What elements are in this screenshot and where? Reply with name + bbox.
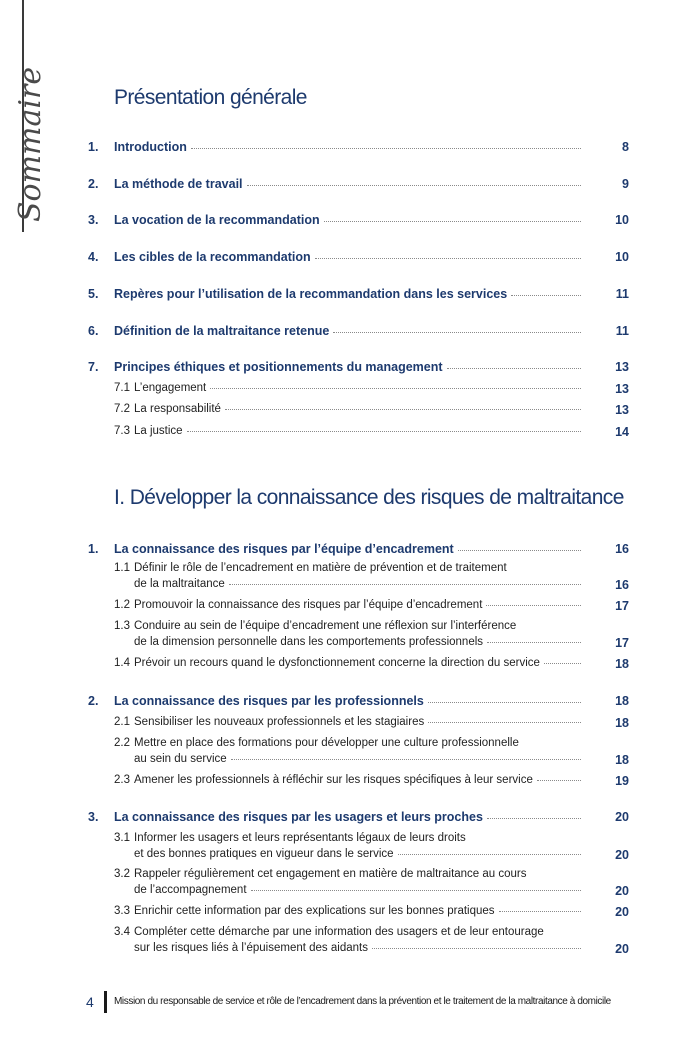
entry-text: Introduction	[114, 140, 187, 154]
subentry-number: 7.1	[114, 382, 130, 394]
toc-subentry[interactable]	[114, 382, 629, 394]
entry-text: La connaissance des risques par les professionnels	[114, 694, 424, 708]
toc-entry[interactable]	[88, 542, 629, 556]
subentry-number: 1.2	[114, 599, 130, 611]
subentry-number: 2.2	[114, 737, 130, 749]
subentry-text: L’engagement	[134, 382, 207, 394]
subentry-number: 3.1	[114, 832, 130, 844]
dot-leader	[229, 583, 581, 585]
dot-leader	[324, 220, 581, 222]
entry-page: 9	[622, 177, 629, 191]
footer-divider	[104, 991, 107, 1013]
dot-leader	[487, 817, 581, 819]
toc-subentry[interactable]	[114, 578, 629, 590]
entry-number: 2.	[88, 694, 99, 708]
subentry-text-line1[interactable]: Rappeler régulièrement cet engagement en matière de maltraitance au cours	[134, 868, 527, 880]
subentry-page: 18	[615, 657, 629, 671]
dot-leader	[428, 701, 581, 703]
entry-text: La vocation de la recommandation	[114, 213, 320, 227]
subentry-page: 19	[615, 774, 629, 788]
entry-number: 1.	[88, 542, 99, 556]
toc-entry[interactable]	[88, 810, 629, 824]
entry-page: 11	[615, 287, 629, 301]
subentry-page: 20	[615, 884, 629, 898]
section-title-general: Présentation générale	[114, 86, 307, 109]
subentry-page: 13	[615, 382, 629, 396]
entry-text: Définition de la maltraitance retenue	[114, 324, 330, 338]
subentry-text-line1[interactable]: Définir le rôle de l’encadrement en matière de prévention et de traitement	[134, 562, 507, 574]
entry-page: 8	[622, 140, 629, 154]
dot-leader	[225, 408, 581, 410]
entry-page: 13	[615, 360, 629, 374]
subentry-text: Promouvoir la connaissance des risques par l’équipe d’encadrement	[134, 599, 483, 611]
dot-leader	[398, 853, 581, 855]
dot-leader	[447, 367, 581, 369]
toc-entry[interactable]	[88, 213, 629, 227]
toc-entry[interactable]	[88, 140, 629, 154]
subentry-page: 20	[615, 848, 629, 862]
subentry-page: 20	[615, 905, 629, 919]
dot-leader	[333, 331, 581, 333]
subentry-page: 17	[615, 636, 629, 650]
entry-text: La connaissance des risques par l’équipe d’encadrement	[114, 542, 454, 556]
toc-entry[interactable]	[88, 250, 629, 264]
toc-entry[interactable]	[88, 177, 629, 191]
subentry-number: 3.3	[114, 905, 130, 917]
subentry-number: 1.4	[114, 657, 130, 669]
toc-subentry[interactable]	[114, 657, 629, 669]
subentry-text-line1[interactable]: Mettre en place des formations pour développer une culture professionnelle	[134, 737, 519, 749]
dot-leader	[251, 889, 581, 891]
subentry-page: 16	[615, 578, 629, 592]
dot-leader	[537, 779, 581, 781]
subentry-number: 2.1	[114, 716, 130, 728]
subentry-text: de la dimension personnelle dans les comportements professionnels	[134, 636, 484, 648]
toc-subentry[interactable]	[114, 599, 629, 611]
subentry-text: La justice	[134, 425, 183, 437]
entry-page: 16	[615, 542, 629, 556]
subentry-text: de l’accompagnement	[134, 884, 247, 896]
dot-leader	[511, 294, 581, 296]
entry-text: Repères pour l’utilisation de la recommandation dans les services	[114, 287, 508, 301]
subentry-text: Sensibiliser les nouveaux professionnels et les stagiaires	[134, 716, 425, 728]
subentry-text: Prévoir un recours quand le dysfonctionnement concerne la direction du service	[134, 657, 540, 669]
subentry-page: 18	[615, 753, 629, 767]
dot-leader	[544, 662, 581, 664]
subentry-number: 2.3	[114, 774, 130, 786]
dot-leader	[458, 549, 581, 551]
subentry-page: 18	[615, 716, 629, 730]
dot-leader	[487, 641, 581, 643]
toc-subentry[interactable]	[114, 753, 629, 765]
subentry-text: et des bonnes pratiques en vigueur dans le service	[134, 848, 394, 860]
entry-number: 1.	[88, 140, 99, 154]
dot-leader	[187, 430, 581, 432]
section-title-part1: I. Développer la connaissance des risques de maltraitance	[114, 486, 624, 509]
subentry-page: 13	[615, 403, 629, 417]
toc-subentry[interactable]	[114, 905, 629, 917]
toc-entry[interactable]	[88, 287, 629, 301]
dot-leader	[210, 387, 581, 389]
toc-subentry[interactable]	[114, 425, 629, 437]
subentry-text: sur les risques liés à l’épuisement des aidants	[134, 942, 368, 954]
dot-leader	[499, 910, 581, 912]
subentry-text: Amener les professionnels à réfléchir sur les risques spécifiques à leur service	[134, 774, 533, 786]
toc-subentry[interactable]	[114, 636, 629, 648]
subentry-text-line1[interactable]: Informer les usagers et leurs représentants légaux de leurs droits	[134, 832, 466, 844]
entry-number: 3.	[88, 213, 99, 227]
toc-entry[interactable]	[88, 324, 629, 338]
entry-text: La connaissance des risques par les usagers et leurs proches	[114, 810, 483, 824]
subentry-page: 17	[615, 599, 629, 613]
entry-number: 3.	[88, 810, 99, 824]
subentry-text: de la maltraitance	[134, 578, 225, 590]
entry-page: 10	[615, 250, 629, 264]
entry-number: 7.	[88, 360, 99, 374]
entry-page: 10	[615, 213, 629, 227]
entry-number: 6.	[88, 324, 99, 338]
subentry-text: au sein du service	[134, 753, 227, 765]
subentry-page: 14	[615, 425, 629, 439]
entry-page: 20	[615, 810, 629, 824]
entry-text: Les cibles de la recommandation	[114, 250, 311, 264]
entry-page: 18	[615, 694, 629, 708]
sidebar-title: Sommaire	[13, 66, 48, 222]
subentry-number: 1.3	[114, 620, 130, 632]
subentry-number: 1.1	[114, 562, 130, 574]
subentry-number: 3.4	[114, 926, 130, 938]
subentry-text: Enrichir cette information par des explications sur les bonnes pratiques	[134, 905, 495, 917]
toc-subentry[interactable]	[114, 403, 629, 415]
entry-text: Principes éthiques et positionnements du management	[114, 360, 443, 374]
subentry-text-line1[interactable]: Conduire au sein de l’équipe d’encadrement une réflexion sur l’interférence	[134, 620, 517, 632]
toc-subentry[interactable]	[114, 716, 629, 728]
toc-entry[interactable]	[88, 360, 629, 374]
toc-entry[interactable]	[88, 694, 629, 708]
entry-number: 2.	[88, 177, 99, 191]
subentry-number: 3.2	[114, 868, 130, 880]
subentry-number: 7.3	[114, 425, 130, 437]
dot-leader	[315, 257, 581, 259]
dot-leader	[486, 604, 581, 606]
dot-leader	[231, 758, 581, 760]
entry-number: 5.	[88, 287, 99, 301]
subentry-text: La responsabilité	[134, 403, 221, 415]
entry-number: 4.	[88, 250, 99, 264]
toc-subentry[interactable]	[114, 774, 629, 786]
footer-text: Mission du responsable de service et rôle de l’encadrement dans la prévention et le traitement de la maltraitance à domicile	[114, 996, 611, 1007]
dot-leader	[372, 947, 581, 949]
toc-subentry[interactable]	[114, 942, 629, 954]
dot-leader	[247, 184, 581, 186]
subentry-number: 7.2	[114, 403, 130, 415]
subentry-page: 20	[615, 942, 629, 956]
entry-text: La méthode de travail	[114, 177, 243, 191]
entry-page: 11	[615, 324, 629, 338]
toc-subentry[interactable]	[114, 848, 629, 860]
dot-leader	[428, 721, 581, 723]
footer-page-number: 4	[86, 994, 94, 1010]
dot-leader	[191, 147, 581, 149]
toc-subentry[interactable]	[114, 884, 629, 896]
subentry-text-line1[interactable]: Compléter cette démarche par une information des usagers et de leur entourage	[134, 926, 544, 938]
